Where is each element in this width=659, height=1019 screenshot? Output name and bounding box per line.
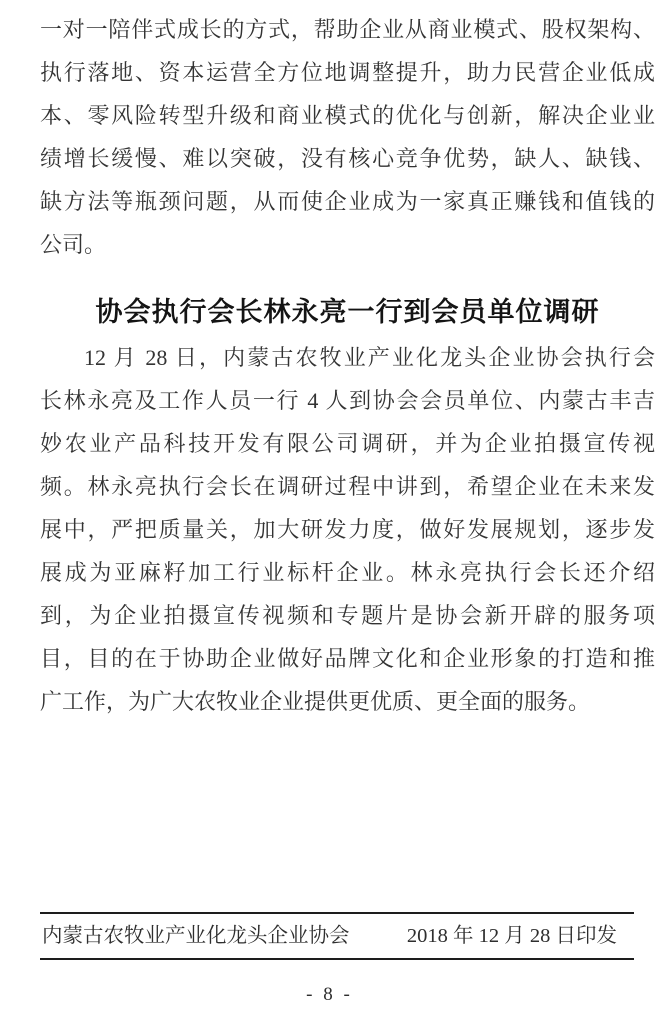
text-line: 到，为企业拍摄宣传视频和专题片是协会新开辟的服务项: [40, 603, 655, 628]
text-line: 本、零风险转型升级和商业模式的优化与创新，解决企业业: [40, 103, 655, 128]
colophon-print-date: 2018 年 12 月 28 日印发: [406, 925, 617, 947]
article-title: 协会执行会长林永亮一行到会员单位调研: [95, 297, 600, 327]
text-line: 执行落地、资本运营全方位地调整提升，助力民营企业低成: [40, 60, 655, 85]
text-line: 一对一陪伴式成长的方式，帮助企业从商业模式、股权架构、: [40, 17, 655, 42]
text-line: 缺方法等瓶颈问题，从而使企业成为一家真正赚钱和值钱的: [40, 189, 655, 214]
text-line: 绩增长缓慢、难以突破，没有核心竞争优势，缺人、缺钱、: [40, 146, 655, 171]
colophon-top-rule: [40, 912, 634, 914]
text-line: 公司。: [40, 232, 107, 257]
page-content: [40, 8, 655, 723]
page-number: - 8 -: [306, 984, 353, 1005]
text-line: 展成为亚麻籽加工行业标杆企业。林永亮执行会长还介绍: [40, 560, 655, 585]
text-line: 12 月 28 日，内蒙古农牧业产业化龙头企业协会执行会: [84, 345, 655, 370]
colophon-issuer: 内蒙古农牧业产业化龙头企业协会: [42, 925, 350, 947]
text-line: 目，目的在于协助企业做好品牌文化和企业形象的打造和推: [40, 646, 655, 671]
text-line: 妙农业产品科技开发有限公司调研，并为企业拍摄宣传视: [40, 431, 655, 456]
colophon-bottom-rule: [40, 958, 634, 960]
text-line: 频。林永亮执行会长在调研过程中讲到，希望企业在未来发: [40, 474, 655, 499]
text-line: 长林永亮及工作人员一行 4 人到协会会员单位、内蒙古丰吉: [40, 388, 655, 413]
continuation-paragraph: [40, 8, 655, 266]
colophon: [40, 922, 634, 950]
article-paragraph: [40, 336, 655, 723]
text-line: 广工作，为广大农牧业企业提供更优质、更全面的服务。: [40, 689, 591, 714]
text-line: 展中，严把质量关，加大研发力度，做好发展规划，逐步发: [40, 517, 655, 542]
